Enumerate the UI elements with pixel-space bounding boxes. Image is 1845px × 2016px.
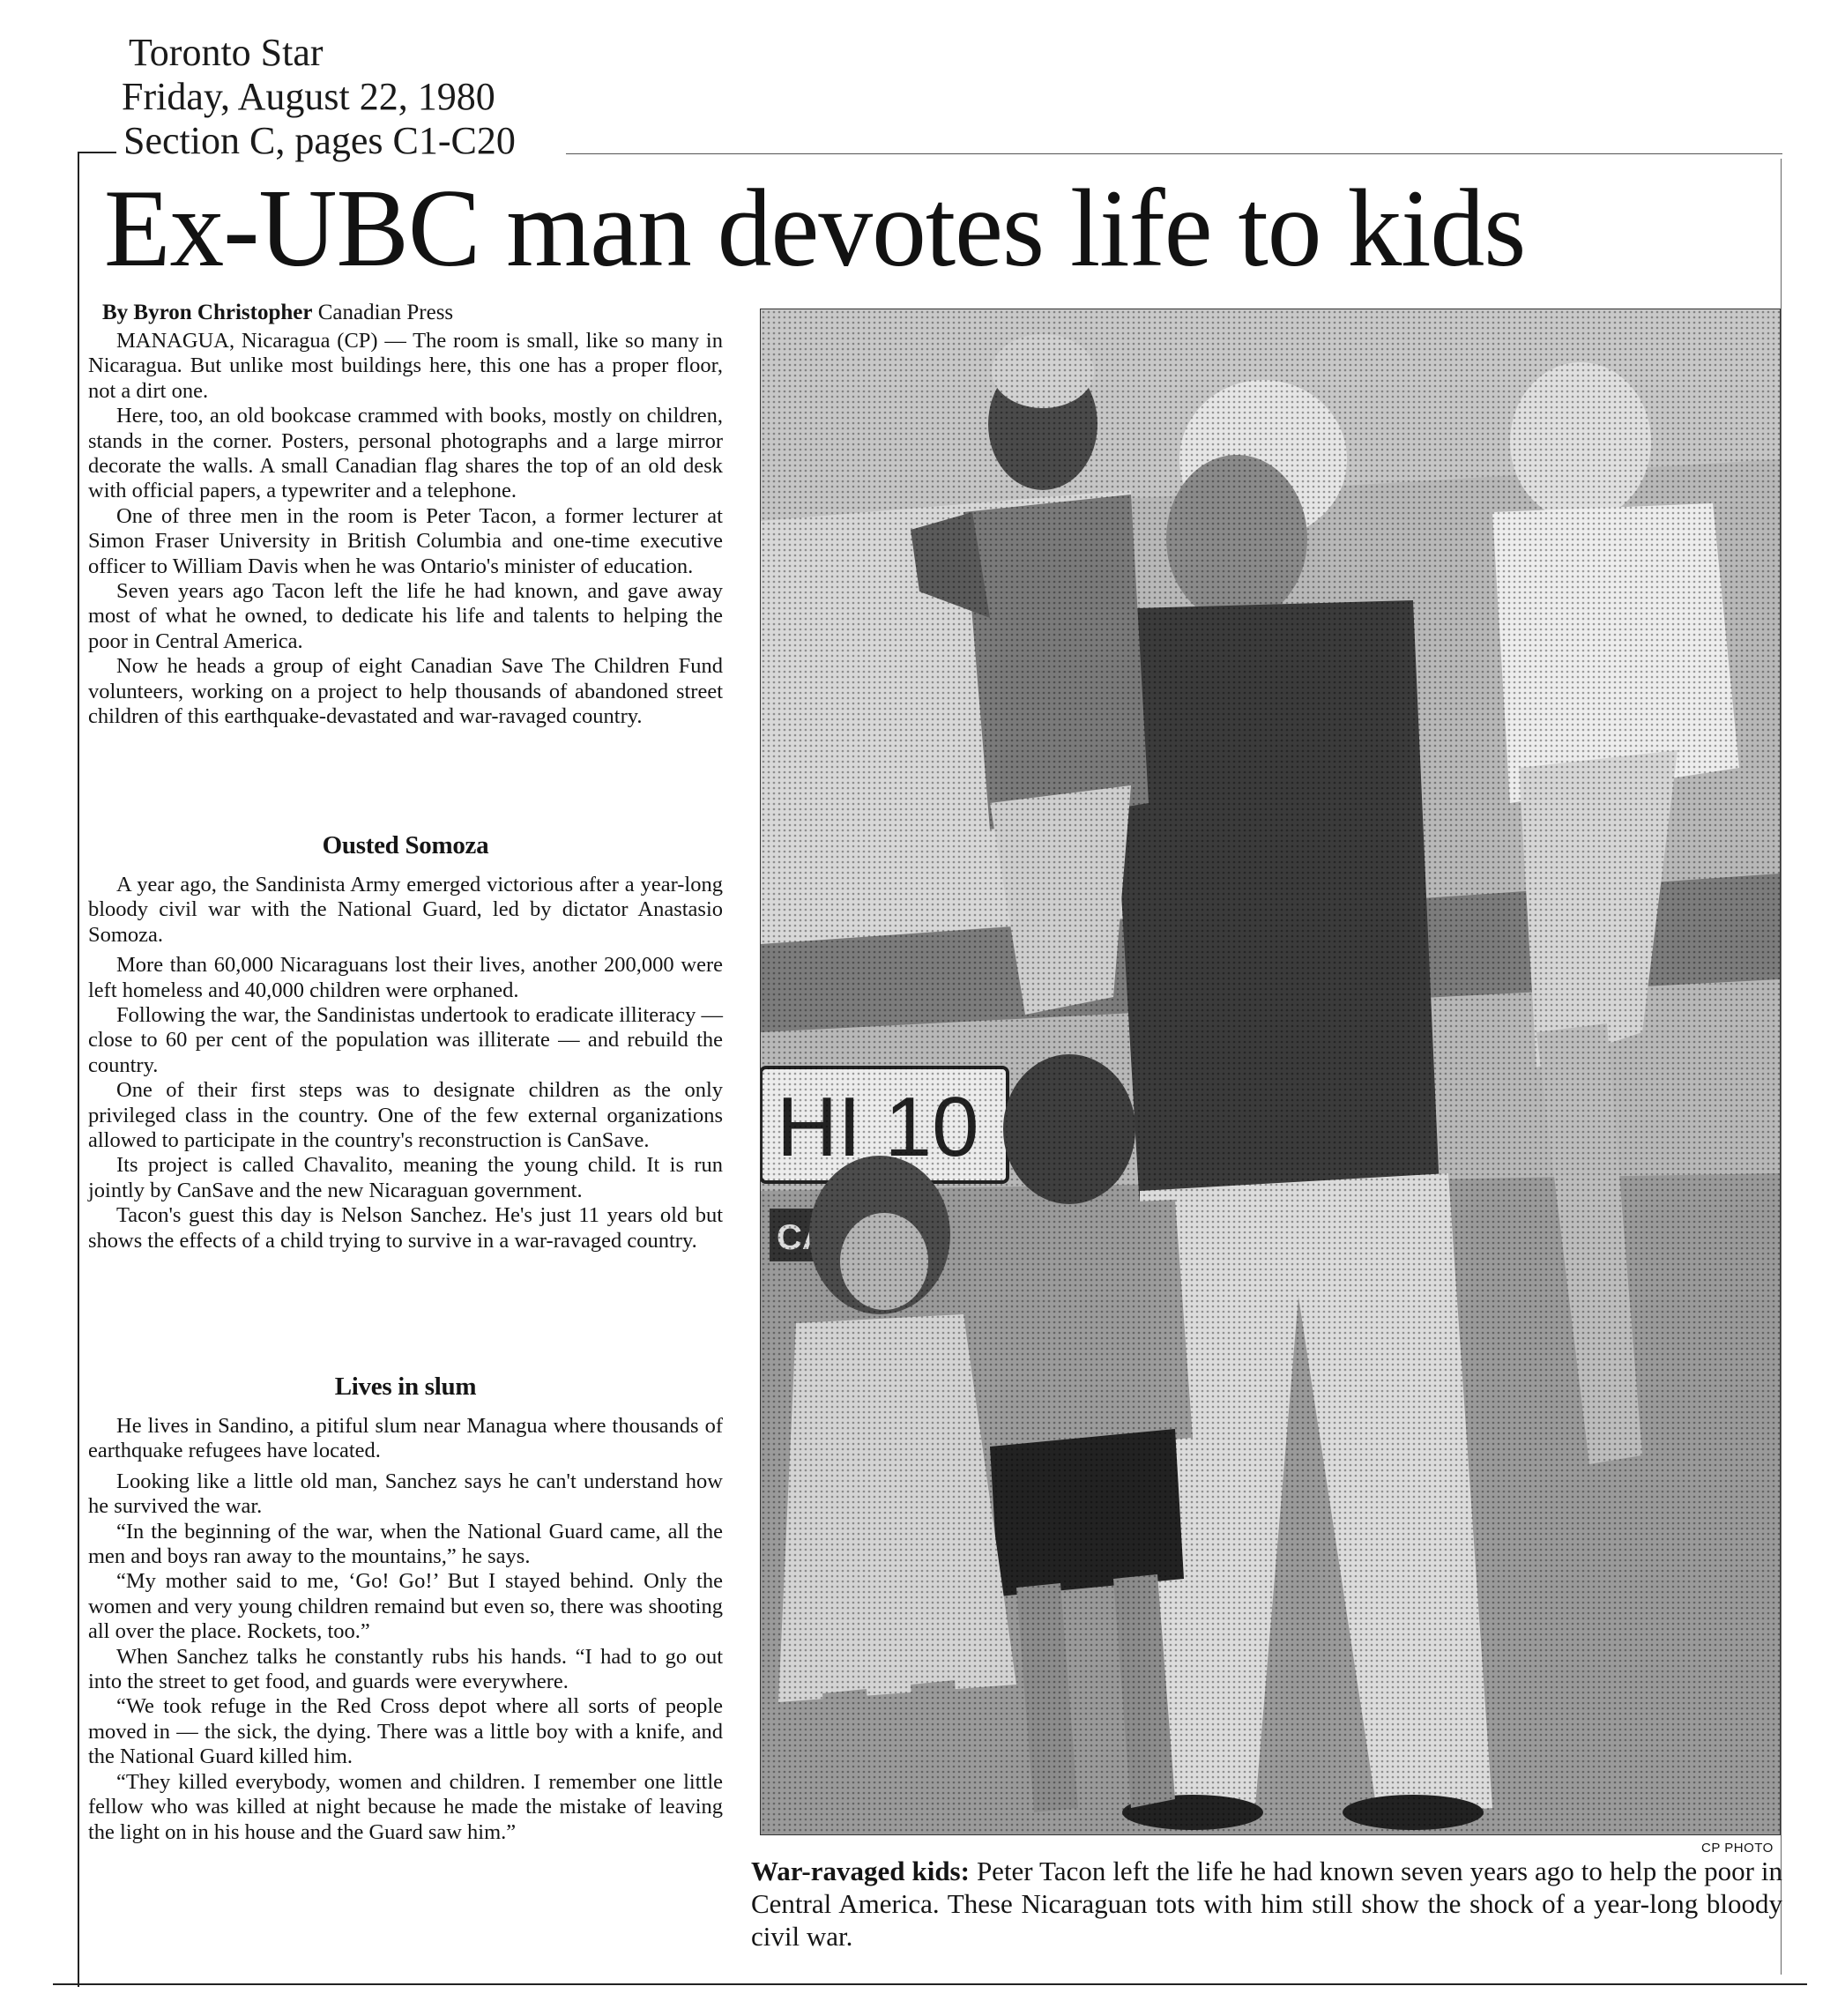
paragraph: Seven years ago Tacon left the life he had known, and gave away most of what he owned, to dedicate his life and talents to helping the poor in Central America. xyxy=(88,579,723,653)
news-photo xyxy=(760,309,1781,1835)
frame-top-left-rule xyxy=(78,152,116,153)
headline: Ex-UBC man devotes life to kids xyxy=(104,167,1526,290)
paragraph: “We took refuge in the Red Cross depot where all sorts of people moved in — the sick, the dying. There was a little boy with a knife, and the National Guard killed him. xyxy=(88,1694,723,1769)
caption-lead: War-ravaged kids: xyxy=(751,1856,970,1886)
paragraph: “My mother said to me, ‘Go! Go!’ But I stayed behind. Only the women and very young children remaind but even so, there was shooting all over the place. Rockets, too.” xyxy=(88,1569,723,1644)
paragraph: Its project is called Chavalito, meaning the young child. It is run jointly by CanSave and the new Nicaraguan government. xyxy=(88,1153,723,1202)
paragraph: He lives in Sandino, a pitiful slum near Managua where thousands of earthquake refugees have located. xyxy=(88,1414,723,1463)
article-section-1 xyxy=(88,329,723,730)
caption-text: Peter Tacon left the life he had known seven years ago to help the poor in Central America. These Nicaraguan tots with him still show the shock of a year-long bloody civil war. xyxy=(751,1856,1782,1952)
paragraph: Following the war, the Sandinistas undertook to eradicate illiteracy — close to 60 per cent of the population was illiterate — and rebuild the country. xyxy=(88,1003,723,1077)
subhead-lives-in-slum: Lives in slum xyxy=(334,1373,477,1401)
publication-name: Toronto Star xyxy=(129,31,324,74)
photo-caption xyxy=(751,1855,1782,1953)
paragraph: Now he heads a group of eight Canadian Save The Children Fund volunteers, working on a project to help thousands of abandoned street children of this earthquake-devastated and war-ravaged country. xyxy=(88,654,723,729)
paragraph: Here, too, an old bookcase crammed with books, mostly on children, stands in the corner. Posters, personal photographs and a large mirror decorate the walls. A small Canadian flag shares the top of an old desk with official papers, a typewriter and a telephone. xyxy=(88,404,723,503)
photo-credit: CP PHOTO xyxy=(1701,1841,1774,1856)
byline-agency: Canadian Press xyxy=(317,301,454,324)
paragraph: One of three men in the room is Peter Tacon, a former lecturer at Simon Fraser University in British Columbia and one-time executive officer to William Davis when he was Ontario's minister of education. xyxy=(88,503,723,578)
publication-date: Friday, August 22, 1980 xyxy=(122,75,495,118)
byline xyxy=(102,300,453,326)
article-section-2 xyxy=(88,873,723,1253)
paragraph: MANAGUA, Nicaragua (CP) — The room is small, like so many in Nicaragua. But unlike most buildings here, this one has a proper floor, not a dirt one. xyxy=(88,329,723,403)
publication-section: Section C, pages C1-C20 xyxy=(123,119,516,162)
article-section-3 xyxy=(88,1414,723,1845)
byline-name: By Byron Christopher xyxy=(102,301,313,324)
frame-bottom-rule xyxy=(53,1983,1807,1985)
subhead-ousted-somoza: Ousted Somoza xyxy=(322,831,489,859)
paragraph: Looking like a little old man, Sanchez says he can't understand how he survived the war. xyxy=(88,1469,723,1519)
paragraph: One of their first steps was to designate children as the only privileged class in the country. One of the few external organizations allowed to participate in the country's reconstruction is CanSave. xyxy=(88,1078,723,1153)
paragraph: Tacon's guest this day is Nelson Sanchez. He's just 11 years old but shows the effects of a child trying to survive in a war-ravaged country. xyxy=(88,1203,723,1253)
frame-right-rule xyxy=(1781,159,1782,1975)
paragraph: A year ago, the Sandinista Army emerged victorious after a year-long bloody civil war with the National Guard, led by dictator Anastasio Somoza. xyxy=(88,873,723,947)
paragraph: When Sanchez talks he constantly rubs his hands. “I had to go out into the street to get food, and guards were everywhere. xyxy=(88,1644,723,1694)
paragraph: “In the beginning of the war, when the National Guard came, all the men and boys ran away to the mountains,” he says. xyxy=(88,1519,723,1569)
frame-top-dashed-rule xyxy=(566,153,1782,154)
paragraph: More than 60,000 Nicaraguans lost their lives, another 200,000 were left homeless and 40,000 children were orphaned. xyxy=(88,953,723,1002)
paragraph: “They killed everybody, women and children. I remember one little fellow who was killed at night because he made the mistake of leaving the light on in his house and the Guard saw him.” xyxy=(88,1769,723,1844)
frame-left-rule xyxy=(78,152,79,1987)
